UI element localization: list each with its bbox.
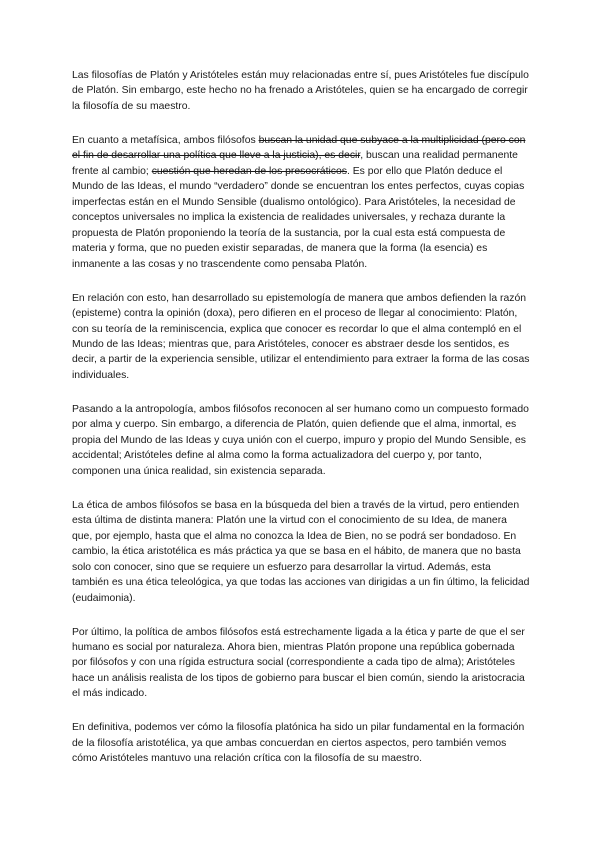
text-run: Las filosofías de Platón y Aristóteles están muy relacionadas entre sí, pues Aristóteles fue discípulo de Platón. Sin embargo, este hecho no ha frenado a Aristóteles, quien se ha encargado de corregir la filosofía de su maestro.	[72, 70, 529, 112]
struck-text-run: cuestión que heredan de los presocráticos	[151, 165, 347, 177]
paragraph-conclusion	[72, 720, 530, 766]
paragraph-metaphysics	[72, 133, 530, 272]
text-run: En cuanto a metafísica, ambos filósofos	[72, 134, 259, 146]
text-run: . Es por ello que Platón deduce el Mundo de las Ideas, el mundo “verdadero” donde se encuentran los entes perfectos, cuyas copias imperfectas están en el Mundo Sensible (dualismo ontológico). Para Aristóteles, la necesidad de conceptos universales no implica la existencia de realidades universales, y rechaza durante la propuesta de Platón proponiendo la teoría de la sustancia, por la cual esta está compuesta de materia y forma, que no pueden existir separadas, de manera que la forma (la esencia) es inmanente a las cosas y no trascendente como pensaba Platón.	[72, 165, 525, 270]
text-run: La ética de ambos filósofos se basa en la búsqueda del bien a través de la virtud, pero entienden esta última de distinta manera: Platón une la virtud con el conocimiento de su Idea, de manera que, por ejemplo, hasta que el alma no conozca la Idea de Bien, no se podrá ser bondadoso. En cambio, la ética aristotélica es más práctica ya que se basa en el hábito, de manera que no basta solo con conocer, sino que se requiere un esfuerzo para desarrollar la virtud. Además, esta también es una ética teleológica, ya que todas las acciones van dirigidas a un fin último, la felicidad (eudaimonia).	[72, 499, 530, 604]
text-run: , buscan una realidad permanente frente al cambio;	[72, 150, 518, 177]
text-run: Pasando a la antropología, ambos filósofos reconocen al ser humano como un compuesto formado por alma y cuerpo. Sin embargo, a diferencia de Platón, quien defiende que el alma, inmortal, es propia del Mundo de las Ideas y cuya unión con el cuerpo, impuro y propio del Mundo Sensible, es accidental; Aristóteles define al alma como la forma actualizadora del cuerpo y, por tanto, componen una única realidad, sin existencia separada.	[72, 403, 529, 477]
paragraph-anthropology	[72, 402, 530, 479]
paragraph-politics	[72, 625, 530, 702]
paragraph-epistemology	[72, 291, 530, 384]
struck-text-run: buscan la unidad que subyace a la multiplicidad (pero con el fin de desarrollar una política que lleve a la justicia), es decir	[72, 134, 526, 162]
text-run: Por último, la política de ambos filósofos está estrechamente ligada a la ética y parte de que el ser humano es social por naturaleza. Ahora bien, mientras Platón propone una república gobernada por filósofos y con una rígida estructura social (correspondiente a cada tipo de alma); Aristóteles hace un análisis realista de los tipos de gobierno para buscar el bien común, siendo la aristocracia el más indicado.	[72, 626, 525, 700]
text-run: En definitiva, podemos ver cómo la filosofía platónica ha sido un pilar fundamental en la formación de la filosofía aristotélica, ya que ambas concuerdan en ciertos aspectos, pero también vemos cómo Aristóteles mantuvo una relación crítica con la filosofía de su maestro.	[72, 722, 525, 765]
paragraph-intro	[72, 68, 530, 114]
text-run: En relación con esto, han desarrollado su epistemología de manera que ambos defienden la razón (episteme) contra la opinión (doxa), pero difieren en el proceso de llegar al conocimiento: Platón, con su teoría de la reminiscencia, explica que conocer es recordar lo que el alma contempló en el Mundo de las Ideas; mientras que, para Aristóteles, conocer es abstraer desde los sentidos, es decir, a partir de la experiencia sensible, utilizar el entendimiento para extraer la forma de las cosas individuales.	[72, 292, 530, 381]
paragraph-ethics	[72, 498, 530, 606]
